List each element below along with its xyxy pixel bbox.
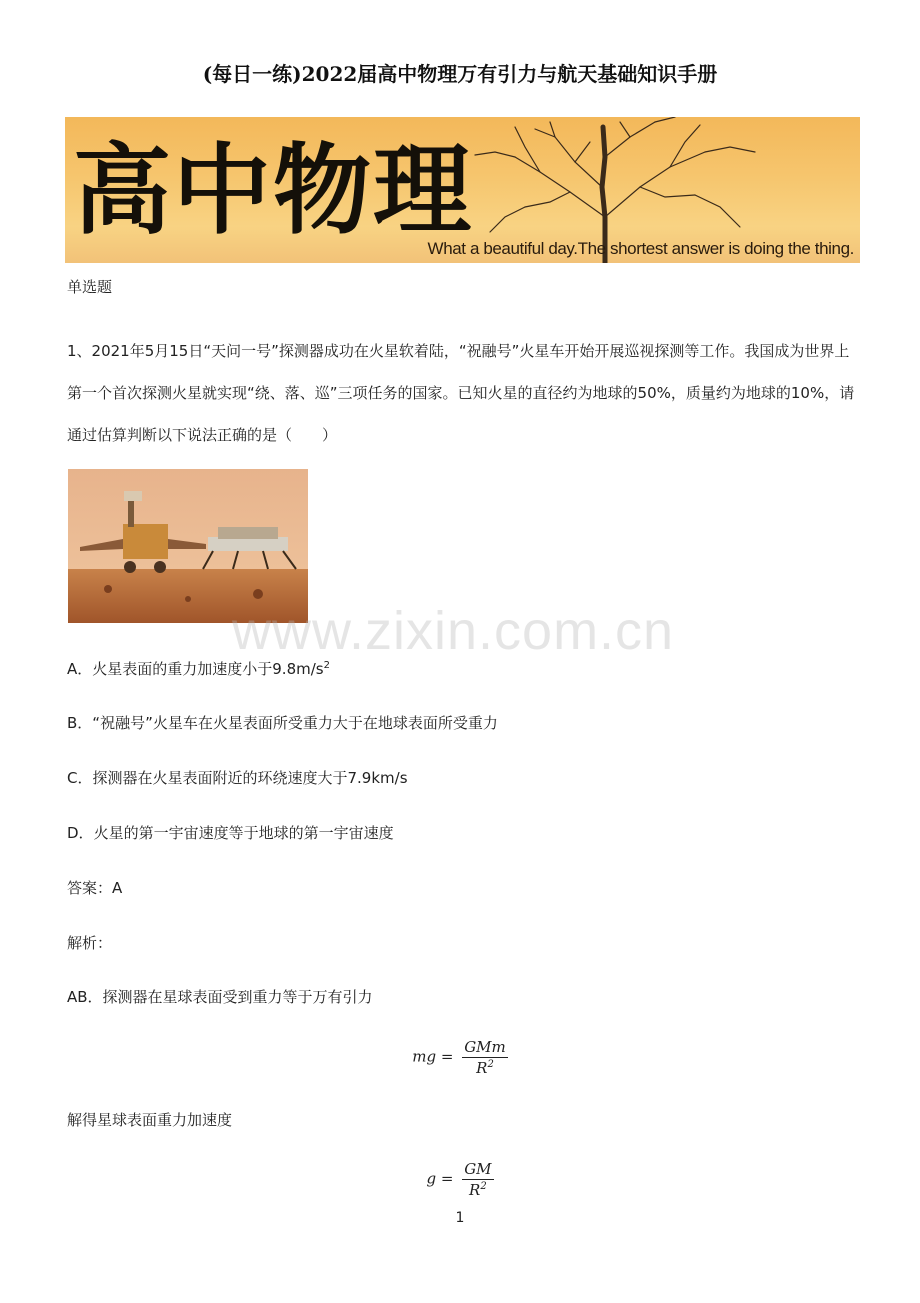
question-text: 1、2021年5月15日“天问一号”探测器成功在火星软着陆，“祝融号”火星车开始开展巡视探测等工作。我国成为世界上第一个首次探测火星就实现“绕、落、巡”三项任务的国家。已知火星的直径约为地球的50%，质量约为地球的10%，请通过估算判断以下说法正确的是（ ）	[67, 342, 855, 444]
analysis-ab-text: AB．探测器在星球表面受到重力等于万有引力	[67, 988, 373, 1006]
page-number: 1	[455, 1210, 465, 1226]
section-heading: 单选题	[67, 278, 113, 296]
watermark: www.zixin.com.cn	[232, 601, 675, 661]
formula-gravity: mg = $\frac{\text{GMm}}{R^2}$	[412, 1038, 506, 1077]
header-banner	[65, 117, 860, 263]
option-a: A．火星表面的重力加速度小于$9.8m/s^2$	[67, 660, 330, 678]
formula-surface-gravity: g = $\frac{GM}{R^2}$	[426, 1160, 492, 1199]
answer-label: 答案：A	[67, 879, 123, 897]
option-d: D．火星的第一宇宙速度等于地球的第一宇宙速度	[67, 824, 394, 842]
option-c: C．探测器在火星表面附近的环绕速度大于7.9km/s	[67, 769, 408, 787]
banner-title: 高中物理	[73, 133, 474, 248]
analysis-solve-text: 解得星球表面重力加速度	[67, 1111, 233, 1129]
analysis-label: 解析：	[67, 934, 113, 952]
document-title: (每日一练)2022届高中物理万有引力与航天基础知识手册	[202, 62, 718, 86]
option-b: B．“祝融号”火星车在火星表面所受重力大于在地球表面所受重力	[67, 714, 498, 732]
banner-motto: What a beautiful day.The shortest answer is doing the thing.	[427, 239, 854, 258]
